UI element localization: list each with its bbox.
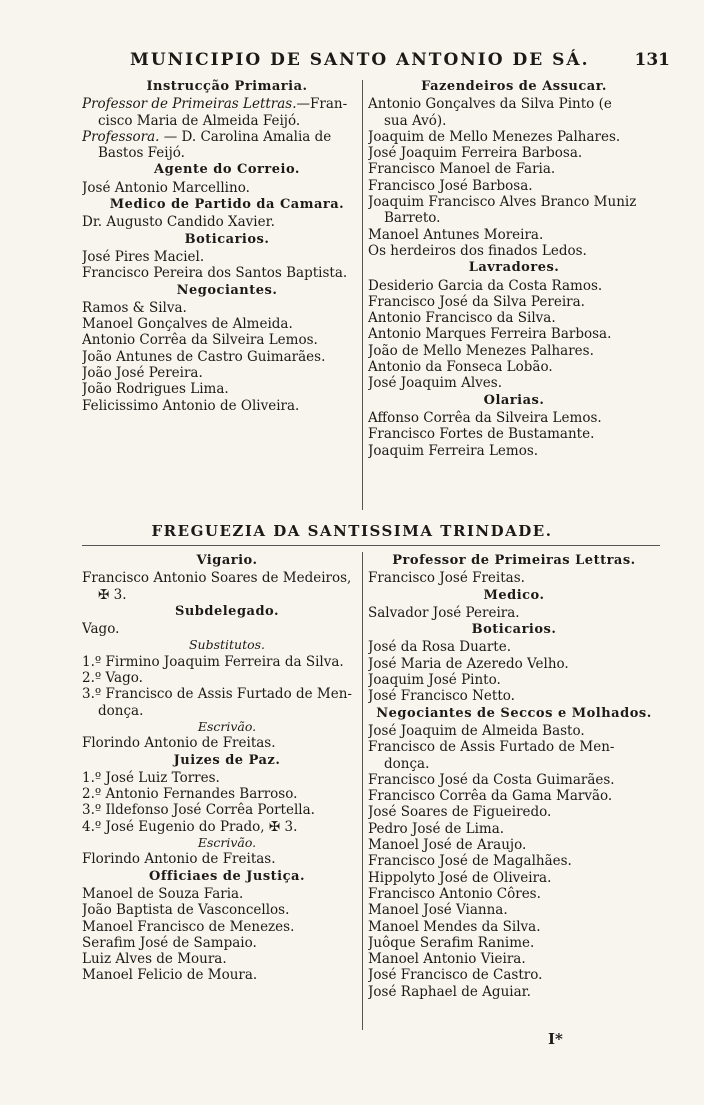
entry-line: donça. [98,702,144,719]
entry-line: Luiz Alves de Moura. [82,951,227,968]
section-heading: Agente do Correio. [154,162,300,178]
column-divider-top [362,80,363,510]
entry-line: José Joaquim Alves. [368,375,502,392]
entry-line: 2.º Antonio Fernandes Barroso. [82,786,298,803]
entry-line: Manoel Mendes da Silva. [368,918,541,935]
entry-line: João de Mello Menezes Palhares. [368,342,594,359]
entry-line: José Francisco Netto. [368,688,515,705]
entry-line: Antonio Corrêa da Silveira Lemos. [82,332,318,349]
section-heading: Instrucção Primaria. [146,79,308,94]
entry-line: João José Pereira. [82,365,203,382]
entry-line: Manoel José de Araujo. [368,837,527,854]
entry-line [82,96,372,112]
role-title: Professora. [82,128,160,145]
sub-heading: Substitutos. [188,637,266,653]
entry-line: Florindo Antonio de Freitas. [82,851,276,868]
section-heading: Subdelegado. [174,603,280,619]
entry-text: — D. Carolina Amalia de [159,128,332,145]
section-title: FREGUEZIA DA SANTISSIMA TRINDADE. [151,522,553,540]
section-heading: Medico. [483,587,545,603]
entry-line: Salvador José Pereira. [368,604,520,621]
entry-line: José Maria de Azeredo Velho. [368,655,569,672]
page-number: 131 [634,50,670,70]
entry-line [82,129,372,145]
entry-line: José Soares de Figueiredo. [368,804,552,821]
entry-line: Manoel Gonçalves de Almeida. [82,316,293,333]
signature-mark: I* [548,1030,563,1048]
entry-line: José Joaquim de Almeida Basto. [368,722,585,739]
entry-line: Francisco Pereira dos Santos Baptista. [82,265,348,282]
entry-line: Manoel Felicio de Moura. [82,967,258,984]
column-top-left [82,78,372,414]
entry-line: 2.º Vago. [82,670,143,687]
entry-line: Ramos & Silva. [82,299,187,316]
entry-line: Bastos Feijó. [98,145,185,162]
entry-line: Francisco José de Magalhães. [368,853,572,870]
entry-line: 1.º José Luiz Torres. [82,769,220,786]
entry-line: Francisco José Barbosa. [368,177,533,194]
entry-line: Florindo Antonio de Freitas. [82,735,276,752]
entry-line: Juôque Serafim Ranime. [368,934,535,951]
section-heading: Officiaes de Justiça. [149,868,305,884]
section-heading: Boticarios. [184,231,270,247]
entry-line: José Joaquim Ferreira Barbosa. [368,145,583,162]
entry-line: Francisco Antonio Soares de Medeiros, [82,570,352,587]
entry-line: Francisco Manoel de Faria. [368,161,556,178]
entry-text: —Fran- [296,96,348,113]
entry-line: José Raphael de Aguiar. [368,983,531,1000]
entry-line: Affonso Corrêa da Silveira Lemos. [368,409,602,426]
entry-line: Manoel Antonio Vieira. [368,951,526,968]
entry-line: Joaquim José Pinto. [368,672,501,689]
section-heading: Lavradores. [468,260,560,276]
entry-line: Desiderio Garcia da Costa Ramos. [368,277,603,294]
section-heading: Fazendeiros de Assucar. [421,79,607,94]
section-heading: Medico de Partido da Camara. [109,197,345,213]
entry-line: Francisco Fortes de Bustamante. [368,426,595,443]
running-title: MUNICIPIO DE SANTO ANTONIO DE SÁ. [130,50,590,70]
entry-line: Barreto. [384,210,441,227]
running-header [130,50,670,70]
section-heading: Juizes de Paz. [173,752,281,768]
entry-line: Felicissimo Antonio de Oliveira. [82,397,300,414]
entry-line: Vago. [82,621,120,638]
entry-line: donça. [384,755,430,772]
entry-line: 3.º Ildefonso José Corrêa Portella. [82,802,315,819]
entry-line: Antonio Gonçalves da Silva Pinto (e [368,96,612,113]
section-heading: Vigario. [196,553,258,568]
entry-line: Antonio da Fonseca Lobão. [368,359,553,376]
entry-line: Francisco Corrêa da Gama Marvão. [368,788,613,805]
entry-line: sua Avó). [384,112,447,129]
entry-line: Manoel Francisco de Menezes. [82,918,295,935]
section-heading: Olarias. [483,392,545,408]
entry-line: Joaquim Ferreira Lemos. [368,442,539,459]
sub-heading: Escrivão. [197,835,257,851]
entry-line: Francisco José da Costa Guimarães. [368,771,615,788]
section-heading: Boticarios. [471,622,557,638]
entry-line: João Antunes de Castro Guimarães. [82,348,326,365]
entry-line: Francisco José da Silva Pereira. [368,293,585,310]
column-bottom-right [368,552,660,1000]
entry-line: 1.º Firmino Joaquim Ferreira da Silva. [82,653,344,670]
entry-line: Hippolyto José de Oliveira. [368,869,552,886]
column-divider-bottom [362,552,363,1030]
section-heading: Negociantes. [176,282,278,298]
entry-line: Francisco Antonio Côres. [368,885,541,902]
entry-line: cisco Maria de Almeida Feijó. [98,112,301,129]
entry-line: 3.º Francisco de Assis Furtado de Men- [82,686,352,703]
entry-line: Pedro José de Lima. [368,820,505,837]
entry-line: José da Rosa Duarte. [368,639,512,656]
entry-line: 4.º José Eugenio do Prado, ✠ 3. [82,818,298,835]
entry-line: Joaquim de Mello Menezes Palhares. [368,128,621,145]
entry-line: José Pires Maciel. [82,248,205,265]
entry-line: Manoel Antunes Moreira. [368,226,544,243]
section-heading: Negociantes de Seccos e Molhados. [376,705,652,721]
entry-line: José Antonio Marcellino. [82,179,250,196]
section-rule [82,545,660,546]
entry-line: Antonio Francisco da Silva. [368,310,556,327]
entry-line: ✠ 3. [98,586,127,603]
section-heading: Professor de Primeiras Lettras. [392,553,636,568]
entry-line: Francisco de Assis Furtado de Men- [368,739,615,756]
entry-line: Os herdeiros dos finados Ledos. [368,242,587,259]
entry-line: Manoel José Vianna. [368,902,508,919]
entry-line: José Francisco de Castro. [368,967,543,984]
entry-line: João Baptista de Vasconcellos. [82,902,290,919]
role-title: Professor de Primeiras Lettras. [82,96,297,113]
column-top-right [368,78,660,459]
column-bottom-left [82,552,372,984]
entry-line: Manoel de Souza Faria. [82,885,244,902]
entry-line: Francisco José Freitas. [368,570,525,587]
entry-line: Antonio Marques Ferreira Barbosa. [368,326,612,343]
sub-heading: Escrivão. [197,718,257,734]
entry-line: João Rodrigues Lima. [82,381,229,398]
entry-line: Dr. Augusto Candido Xavier. [82,214,275,231]
entry-line: Serafim José de Sampaio. [82,934,257,951]
entry-line: Joaquim Francisco Alves Branco Muniz [368,194,637,211]
